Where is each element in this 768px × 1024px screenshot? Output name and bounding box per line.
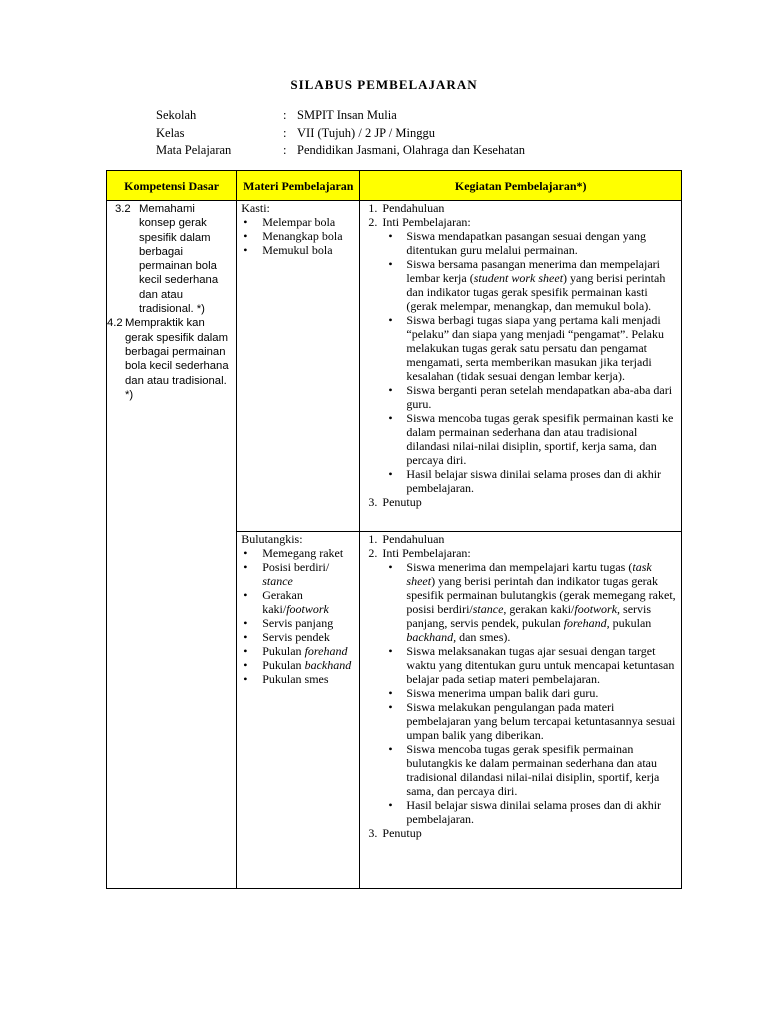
text-segment: pukulan	[609, 616, 652, 630]
text-segment: Siswa berbagi tugas siapa yang pertama kali menjadi “pelaku” dan siapa yang menjadi “pengamat”. Pelaku melakukan tugas gerak satu persatu dan pengamat mengamati, serta memberikan masukan jika terjadi kesalahan (tidak sesuai dengan lembar kerja).	[406, 313, 664, 383]
materi-item-text	[262, 616, 333, 630]
materi-list	[241, 546, 356, 686]
materi-item	[241, 229, 356, 243]
bullet-icon: •	[243, 243, 248, 257]
step-label: Pendahuluan	[382, 201, 445, 215]
step-label: Penutup	[382, 495, 422, 509]
materi-item	[241, 588, 356, 616]
materi-item-text	[262, 215, 335, 229]
activity-text	[406, 411, 677, 467]
activity-item	[382, 686, 677, 700]
bullet-icon: •	[388, 313, 393, 327]
header-materi-pembelajaran: Materi Pembelajaran	[237, 171, 360, 201]
italic-text: forehand	[304, 644, 348, 658]
bullet-icon: •	[388, 560, 393, 574]
step-label: Inti Pembelajaran:	[382, 546, 471, 560]
info-colon: :	[283, 143, 287, 157]
materi-cell-kasti	[237, 201, 360, 532]
text-segment: Memukul bola	[262, 243, 333, 257]
text-segment: Hasil belajar siswa dinilai selama proses dan di akhir pembelajaran.	[406, 467, 662, 495]
activity-list	[368, 229, 677, 495]
text-segment: , gerakan kaki/	[503, 602, 575, 616]
activity-item	[382, 700, 677, 742]
step-number: 1.	[368, 532, 378, 546]
kegiatan-cell-bulutangkis	[360, 532, 682, 889]
materi-item	[241, 243, 356, 257]
text-segment: dan smes).	[456, 630, 511, 644]
step-label: Penutup	[382, 826, 422, 840]
italic-text: stance	[472, 602, 504, 616]
text-segment: Siswa menerima dan mempelajari kartu tugas (	[406, 560, 633, 574]
header-kegiatan-pembelajaran: Kegiatan Pembelajaran*)	[360, 171, 682, 201]
kd-number: 4.2	[107, 317, 123, 330]
activity-text	[406, 313, 677, 383]
bullet-icon: •	[243, 658, 248, 672]
activity-item	[382, 383, 677, 411]
italic-text: student work sheet	[473, 271, 564, 285]
materi-item	[241, 630, 356, 644]
activity-item	[382, 257, 677, 313]
text-segment: Servis pendek	[262, 630, 330, 644]
activity-item	[382, 560, 677, 644]
text-segment: Siswa menerima umpan balik dari guru.	[406, 686, 599, 700]
info-label: Sekolah	[156, 108, 197, 122]
kd-text: Memahami konsep gerak spesifik dalam berbagai permainan bola kecil sederhana dan atau tradisional. *)	[139, 203, 219, 316]
activity-item	[382, 313, 677, 383]
text-segment: ) yang berisi perintah dan indikator tugas gerak spesifik permainan kasti (gerak melempar, menangkap, dan memukul bola).	[406, 271, 666, 313]
info-label: Kelas	[156, 125, 185, 140]
kegiatan-step	[368, 495, 677, 509]
text-segment: Menangkap bola	[262, 229, 343, 243]
info-value: SMPIT Insan Mulia	[297, 108, 397, 122]
step-activities	[368, 560, 677, 826]
materi-item-text	[262, 546, 343, 560]
text-segment: Siswa mendapatkan pasangan sesuai dengan yang ditentukan guru melalui permainan.	[406, 229, 647, 257]
activity-item	[382, 798, 677, 826]
italic-text: task sheet	[406, 560, 652, 588]
step-number: 3.	[368, 826, 378, 840]
bullet-icon: •	[243, 215, 248, 229]
text-segment: ) yang berisi perintah dan indikator tugas gerak spesifik permainan bulutangkis (gerak memegang raket, posisi berdiri/	[406, 574, 676, 616]
syllabus-table	[106, 170, 682, 889]
bullet-icon: •	[243, 644, 248, 658]
step-activities	[368, 229, 677, 495]
kegiatan-step	[368, 201, 677, 215]
kd-item	[107, 316, 236, 402]
italic-text: stance	[262, 574, 293, 588]
materi-item	[241, 616, 356, 630]
kegiatan-step	[368, 546, 677, 560]
page-title: SILABUS PEMBELAJARAN	[290, 77, 478, 92]
activity-item	[382, 467, 677, 495]
text-segment: Pukulan	[262, 644, 305, 658]
materi-item-text	[262, 229, 342, 243]
bullet-icon: •	[243, 560, 248, 574]
bullet-icon: •	[243, 630, 248, 644]
materi-item-text	[262, 658, 351, 672]
materi-item-text	[262, 630, 330, 644]
kd-text: Mempraktik kan gerak spesifik dalam berbagai permainan bola kecil sederhana dan atau tradisional. *)	[125, 317, 229, 401]
info-value: Pendidikan Jasmani, Olahraga dan Kesehatan	[297, 143, 526, 157]
italic-text: backhand	[304, 658, 352, 672]
bullet-icon: •	[388, 742, 393, 756]
text-segment: Siswa melakukan pengulangan pada materi pembelajaran yang belum tercapai ketuntasannya sesuai umpan balik yang diberikan.	[406, 700, 676, 742]
activity-item	[382, 742, 677, 798]
text-segment: Siswa mencoba tugas gerak spesifik permainan kasti ke dalam permainan sederhana dan atau tradisional dilandasi nilai-nilai disiplin, sportif, kerja sama, dan percaya diri.	[406, 411, 674, 467]
step-number: 2.	[368, 546, 378, 560]
text-segment: Memegang raket	[262, 546, 344, 560]
text-segment: , servis panjang, servis pendek, pukulan	[406, 602, 652, 630]
activity-text	[406, 742, 677, 798]
materi-item-text	[262, 243, 332, 257]
bullet-icon: •	[388, 257, 393, 271]
step-number: 3.	[368, 495, 378, 509]
text-segment: Gerakan kaki/	[262, 588, 303, 616]
materi-title: Kasti:	[241, 201, 270, 215]
header-kompetensi-dasar: Kompetensi Dasar	[107, 171, 237, 201]
activity-text	[406, 383, 677, 411]
activity-item	[382, 229, 677, 257]
kd-number: 3.2	[115, 203, 131, 215]
text-segment: Hasil belajar siswa dinilai selama proses dan di akhir pembelajaran.	[406, 798, 662, 826]
step-label: Pendahuluan	[382, 532, 445, 546]
info-row-kelas	[156, 125, 525, 143]
info-row-sekolah	[156, 107, 525, 125]
bullet-icon: •	[388, 644, 393, 658]
identity-block	[156, 107, 525, 160]
step-number: 1.	[368, 201, 378, 215]
kd-item	[107, 202, 236, 316]
text-segment: Servis panjang	[262, 616, 334, 630]
activity-text	[406, 257, 677, 313]
table-header-row	[107, 171, 682, 201]
materi-item-text	[262, 588, 356, 616]
materi-item	[241, 644, 356, 658]
kompetensi-dasar-cell	[107, 201, 237, 889]
info-colon: :	[283, 108, 287, 122]
italic-text: footwork	[574, 602, 618, 616]
bullet-icon: •	[388, 700, 393, 714]
activity-text	[406, 686, 677, 700]
bullet-icon: •	[388, 383, 393, 397]
info-colon: :	[283, 125, 287, 140]
activity-text	[406, 798, 677, 826]
info-label: Mata Pelajaran	[156, 143, 232, 157]
bullet-icon: •	[243, 616, 248, 630]
text-segment: Pukulan	[262, 658, 305, 672]
materi-item-text	[262, 560, 356, 588]
activity-text	[406, 700, 677, 742]
text-segment: Posisi berdiri/	[262, 560, 330, 574]
bullet-icon: •	[243, 588, 248, 602]
kegiatan-step	[368, 215, 677, 229]
activity-text	[406, 560, 677, 644]
bullet-icon: •	[388, 798, 393, 812]
materi-item	[241, 546, 356, 560]
materi-item	[241, 215, 356, 229]
italic-text: backhand,	[406, 630, 457, 644]
italic-text: footwork	[286, 602, 329, 616]
text-segment: Pukulan smes	[262, 672, 329, 686]
materi-title: Bulutangkis:	[241, 532, 303, 546]
text-segment: Siswa bersama pasangan menerima dan mempelajari lembar kerja (	[406, 257, 660, 285]
materi-item	[241, 560, 356, 588]
activity-item	[382, 644, 677, 686]
materi-item	[241, 658, 356, 672]
bullet-icon: •	[243, 546, 248, 560]
activity-text	[406, 229, 677, 257]
text-segment: Melempar bola	[262, 215, 336, 229]
text-segment: Siswa mencoba tugas gerak spesifik permainan bulutangkis ke dalam permainan sederhana dan atau tradisional dilandasi nilai-nilai disiplin, sportif, kerja sama, dan percaya diri.	[406, 742, 660, 798]
bullet-icon: •	[388, 411, 393, 425]
info-row-mata-pelajaran	[156, 142, 525, 160]
step-label: Inti Pembelajaran:	[382, 215, 471, 229]
table-row-kasti	[107, 201, 682, 532]
materi-item-text	[262, 672, 328, 686]
activity-list	[368, 560, 677, 826]
bullet-icon: •	[388, 686, 393, 700]
info-value: VII (Tujuh) / 2 JP / Minggu	[297, 125, 435, 140]
bullet-icon: •	[243, 229, 248, 243]
kegiatan-step	[368, 826, 677, 840]
activity-item	[382, 411, 677, 467]
materi-item-text	[262, 644, 347, 658]
step-number: 2.	[368, 215, 378, 229]
text-segment: Siswa melaksanakan tugas ajar sesuai dengan target waktu yang ditentukan guru untuk mencapai ketuntasan belajar pada setiap materi pembelajaran.	[406, 644, 675, 686]
bullet-icon: •	[388, 229, 393, 243]
materi-item	[241, 672, 356, 686]
bullet-icon: •	[243, 672, 248, 686]
activity-text	[406, 644, 677, 686]
materi-cell-bulutangkis	[237, 532, 360, 889]
bullet-icon: •	[388, 467, 393, 481]
text-segment: Siswa berganti peran setelah mendapatkan aba-aba dari guru.	[406, 383, 673, 411]
kegiatan-step	[368, 532, 677, 546]
materi-list	[241, 215, 356, 257]
kegiatan-cell-kasti	[360, 201, 682, 532]
italic-text: forehand,	[563, 616, 610, 630]
activity-text	[406, 467, 677, 495]
